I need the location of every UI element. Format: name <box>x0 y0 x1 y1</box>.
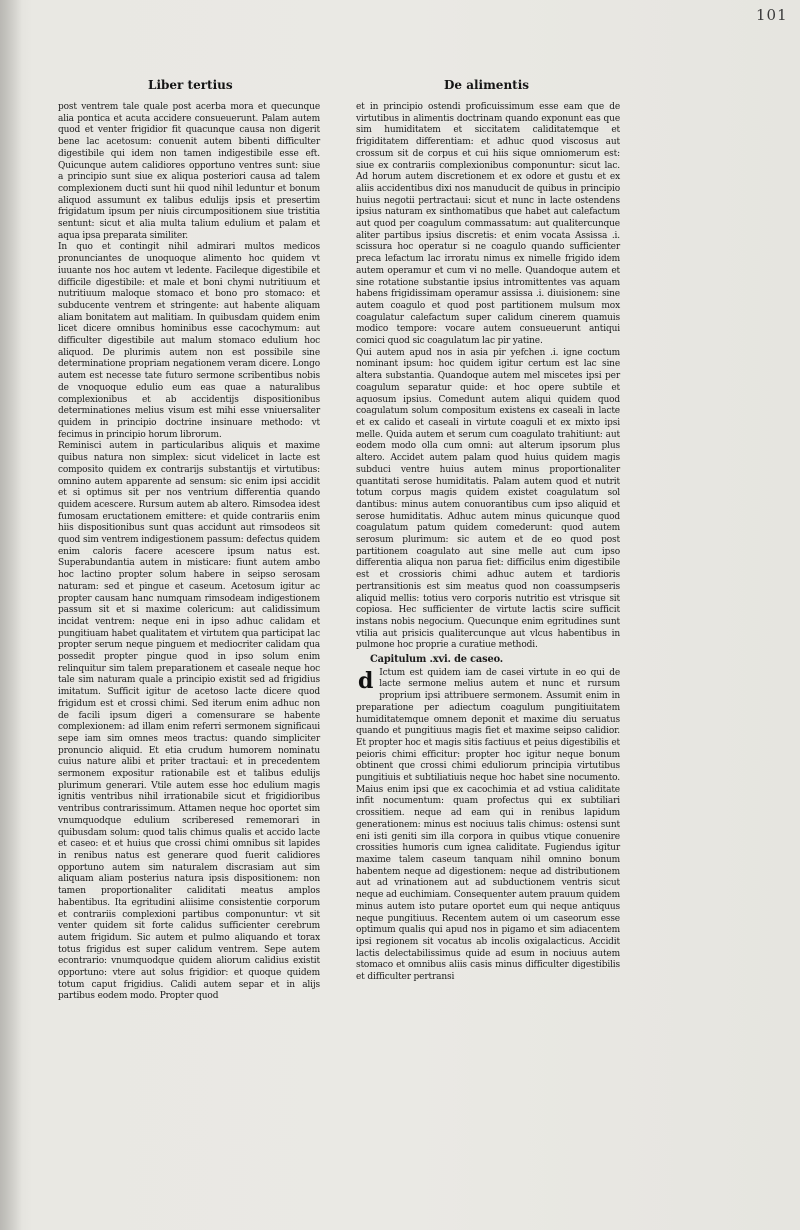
drop-initial: d <box>358 667 374 694</box>
paragraph: et in principio ostendi proficuissimum esse eam que de virtutibus in alimentis doctrinam quando exponunt eas que sim humiditatem et siccitatem caliditatemque et frigiditatem differentiam: et adhuc quod viscosus aut crossum sit de corpus et cui hiis sique omniomerum est: siue ex contrariis complexionibus componuntur: sicut lac. Ad horum autem discretionem et ex odore et gustu et ex aliis accidentibus dixi nos manuducit de quibus in principio huius negotii pertractaui: sicut et nunc in lacte ostendens ipsius naturam ex sinthomatibus que habet aut calefactum aut quod per coagulum commassatum: aut qualitercunque aliter partibus ipsius discretis: et enim vocata Assissa .i. scissura hoc operatur si ne coagulo quando sufficienter preca lefactum lac irroratu nimus ex nimelle frigido idem autem operamur et cum vi no melle. Quandoque autem et sine rotatione substantie ipsius intromittentes vas aquam habens frigidissimam operamur assissa .i. diuisionem: sine autem coagulo et quod post partitionem mulsum mox coagulatur calefactum super calidum cinerem quamuis modico tempore: vocare autem consueuerunt antiqui comici quod sic coagulatum lac pir yatine. <box>356 102 620 347</box>
paragraph: Qui autem apud nos in asia pir yefchen .i. igne coctum nominant ipsum: hoc quidem igitur certum est lac sine altera substantia. Quandoque autem mel miscetes ipsi per coagulum separatur quide: et hoc opere subtile et aquosum ipsius. Comedunt autem aliqui quidem quod coagulatum solum compositum existens ex caseali in lacte et ex calido et caseali in virtute coaguli et ex mixto ipsi melle. Quida autem et serum cum coagulato trahitiunt: aut eodem modo olla cum omni: aut alterum ipsorum plus altero. Accidet autem palam quod huius quidem magis subduci ventre huius autem minus proportionaliter quantitati serose humiditatis. Palam autem quod et nutrit totum corpus magis quidem existet coagulatum sol dantibus: minus autem conuorantibus cum ipso aliquid et serose humiditatis. Adhuc autem minus quicunque quod coagulatum patum quidem comederunt: quod autem serosum plurimum: sic autem et de eo quod post partitionem coagulato aut sine melle aut cum ipso differentia aliqua non parua fiet: difficilus enim digestibile est et crossioris chimi adhuc autem et tardioris pertransitionis est sim meatus quod non coassumpseris aliquid mellis: totius vero corporis nutritio est vtrisque sit copiosa. Hec sufficienter de virtute lactis scire sufficit instans nobis negocium. Quecunque enim egritudines sunt vtilia aut prisicis qualitercunque aut vlcus habentibus in pulmone hoc proprie a curatiue methodi. <box>356 347 620 651</box>
chapter-text: Ictum est quidem iam de casei virtute in eo qui de lacte sermone melius autem et nunc et rursum proprium ipsi attribuere sermonem. Assumit enim in preparatione per adiectum coagulum pungitiuitatem humiditatemque omnem deponit et maxime diu seruatus quando et pungitiuus magis fiet et maxime seipso calidior. Et propter hoc et magis sitis factiuus et peius digestibilis et peioris chimi efficitur: propter hoc igitur neque bonum obtinent que crossi chimi eduliorum principia virtutibus pungitiuis et subtiliatiuis neque hoc habet sine nocumento. Maius enim ipsi que ex cacochimia et ad vstiua caliditate infit nocumentum: quam profectus qui ex subtiliari crossitiem. neque ad eam qui in renibus lapidum generationem: minus est nociuus talis chimus: ostensi sunt eni isti geniti sim illa corpora in quibus vtique conuenire crossities humoris cum ignea caliditate. Fugiendus igitur maxime talem caseum tanquam nihil omnino bonum habentem neque ad digestionem: neque ad distributionem aut ad vrinationem aut ad subductionem ventris sicut neque ad euchimiam. Consequenter autem prauum quidem minus autem isto putare oportet eum qui neque antiquus neque pungitiuus. Recentem autem oi um caseorum esse optimum qualis qui apud nos in pigamo et sim adiacentem ipsi regionem sit vocatus ab incolis oxigalacticus. Accidit lactis delectabilissimus quide ad esum in nociuus autem stomaco et omnibus aliis casis minus difficulter digestibilis et difficulter pertransi <box>356 667 620 983</box>
left-text-column <box>58 102 320 1003</box>
chapter-paragraph <box>356 668 620 984</box>
paragraph: post ventrem tale quale post acerba mora et quecunque alia pontica et acuta accidere consueuerunt. Palam autem quod et venter frigidior fit quacunque causa non digerit bene lac acetosum: conuenit autem bibenti difficulter digestibile qui idem non tamen indigestibile esse eft. Quicunque autem calidiores opportuno ventres sunt: siue a principio sunt siue ex aliqua posteriori causa ad talem complexionem ducti sunt hii quod nihil leduntur et bonum aliquod assumunt ex talibus edulijs ipsis et presertim frigidatum ipsum per niuis circumpositionem siue tristitia sentunt: sicut et alia multa talium edulium et palam et aqua ipsa preparata similiter. <box>58 102 320 241</box>
running-head-left: Liber tertius <box>148 78 233 92</box>
page-gutter-shadow <box>0 0 22 1230</box>
paragraph: Reminisci autem in particularibus aliquis et maxime quibus natura non simplex: sicut videlicet in lacte est composito quidem ex contrarijs substantijs et virtutibus: omnino autem apparente ad sensum: sic enim ipsi accidit et si optimus sit per nos ventrium differentia quando quidem acescere. Rursum autem ab altero. Rimsodea idest fumosam eructationem emittere: et quide contrariis enim hiis dispositionibus sunt quas accidunt aut rimsodeos sit quod sim ventrem indigestionem passum: defectus quidem enim caloris facere acescere ipsum natus est. Superabundantia autem in misticare: fiunt autem ambo hoc lactino propter solum habere in seipso serosam naturam: sed et pingue et caseum. Acetosum igitur ac propter causam hanc numquam rimsodeam indigestionem passum sit et si maxime colericum: aut calidissimum incidat ventrem: neque eni in ipso adhuc calidam et pungitiuam habet qualitatem et virtutem qua participat lac propter serum neque pinguem et mediocriter calidam qua possedit propter pingue quod in ipso solum enim relinquitur sim talem preparationem et caseale neque hoc tale sim naturam quale a principio existit sed ad frigidius imitatum. Sufficit igitur de acetoso lacte dicere quod frigidum est et crossi chimi. Sed iterum enim adhuc non de facili ipsum digeri a comensurare se habente complexionem: ad illam enim referri sermonem significaui sepe iam sim omnes meos tractus: quando simpliciter pronuncio aliquid. Et etia crudum humorem nominatu cuius nature alibi et priter tractaui: et in precedentem sermonem expositur rationabile est et talibus edulijs plurimum generari. Vtile autem esse hoc edulium magis ignitis ventribus nihil irrationabile sicut et frigidioribus ventribus contrarissimum. Attamen neque hoc oportet sim vnumquodque edulium scriberesed rememorari in quibusdam solum: quod talis chimus qualis et accido lacte et caseo: et et huius que crossi chimi omnibus sit lapides in renibus natus est generare quod fuerit calidiores opportuno autem sim naturalem discrasiam aut sim aliquam aliam posterius natura ipsis dispositionem: non tamen proportionaliter caliditati meatus amplos habentibus. Ita egritudini aliisime consistentie corporum et contrariis complexioni partibus componuntur: vt sit venter quidem sit forte calidus sufficienter cerebrum autem frigidum. Sic autem et pulmo aliquando et torax totus frigidus est super calidum ventrem. Sepe autem econtrario: vnumquodque quidem aliorum calidius existit opportuno: vtere aut solus frigidior: et quoque quidem totum caput frigidius. Calidi autem separ et in alijs partibus eodem modo. Propter quod <box>58 441 320 1002</box>
running-head-right: De alimentis <box>444 78 530 92</box>
chapter-heading: Capitulum .xvi. de caseo. <box>370 654 504 666</box>
right-text-column <box>356 102 620 984</box>
paragraph: In quo et contingit nihil admirari multos medicos pronunciantes de unoquoque alimento hoc quidem vt iuuante nos hoc autem vt ledente. Facileque digestibile et difficile digestibile: et male et boni chymi nutritiuum et nutritiuum maloque stomaco et bono pro stomaco: et subducente ventrem et stringente: aut habente aliquam aliam bonitatem aut malitiam. In quibusdam quidem enim licet dicere omnibus hominibus esse cacochymum: aut difficulter digestibile aut malum stomaco edulium hoc aliquod. De plurimis autem non est possibile sine determinatione propriam negationem veram dicere. Longo autem est necesse tate futuro sermone scribentibus nobis de vnoquoque edulio eum eas quae a naturalibus complexionibus et ab accidentijs dispositionibus determinationes melius visum est mihi esse vniuersaliter quidem in principio doctrine insinuare methodo: vt fecimus in principio horum librorum. <box>58 242 320 440</box>
folio-number: 101 <box>756 6 788 24</box>
